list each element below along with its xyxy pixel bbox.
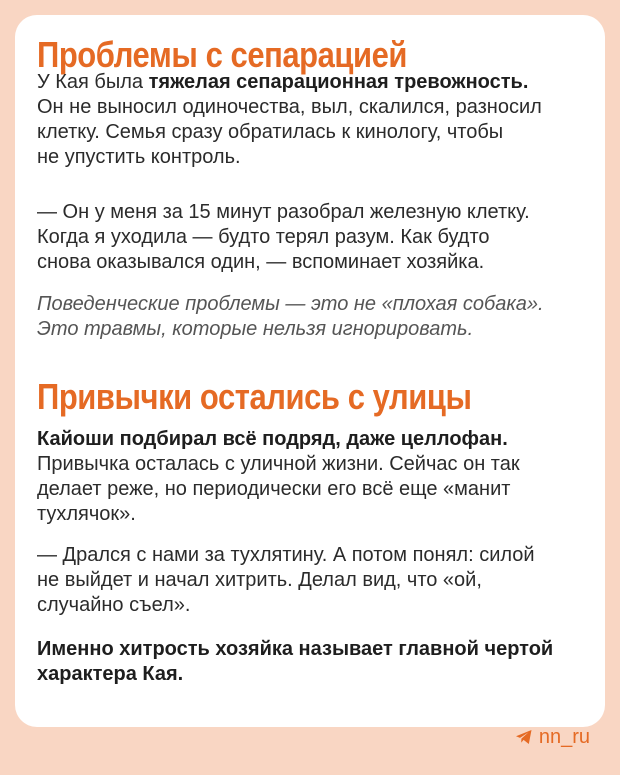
paragraph-line: случайно съел». <box>37 594 191 616</box>
paragraph-line: не упустить контроль. <box>37 146 241 168</box>
brand-handle: nn_ru <box>538 726 590 748</box>
text-bold: Кайоши подбирал всё подряд, даже целлофан. <box>37 428 508 450</box>
telegram-icon <box>515 729 533 745</box>
paragraph-line <box>37 427 597 452</box>
paragraph-line: Привычка осталась с уличной жизни. Сейчас он так <box>37 453 520 475</box>
text-normal: У Кая была <box>37 71 149 93</box>
paragraph-line: снова оказывался один, — вспоминает хозяйка. <box>37 251 485 273</box>
paragraph-line: Он не выносил одиночества, выл, скалился, разносил <box>37 96 542 118</box>
paragraph-line: клетку. Семья сразу обратилась к кинологу, чтобы <box>37 121 504 143</box>
paragraph-line: делает реже, но периодически его всё еще «манит <box>37 478 511 500</box>
paragraph-owner-quote-2 <box>37 543 597 618</box>
brand-telegram-link[interactable] <box>515 725 590 749</box>
paragraph-italic-note <box>37 292 597 342</box>
section-heading-street-habits: Привычки остались с улицы <box>37 376 472 417</box>
paragraph-line: Поведенческие проблемы — это не «плохая собака». <box>37 293 544 315</box>
paragraph-habits-intro <box>37 427 597 527</box>
paragraph-line: — Дрался с нами за тухлятину. А потом понял: силой <box>37 544 535 566</box>
paragraph-line: характера Кая. <box>37 663 184 685</box>
paragraph-line: тухлячок». <box>37 503 136 525</box>
paragraph-line: не выйдет и начал хитрить. Делал вид, что «ой, <box>37 569 482 591</box>
paragraph-line <box>37 70 597 95</box>
paragraph-line: Именно хитрость хозяйка называет главной чертой <box>37 638 554 660</box>
paragraph-separation-intro <box>37 70 597 170</box>
paragraph-line: — Он у меня за 15 минут разобрал железную клетку. <box>37 201 530 223</box>
paragraph-line: Когда я уходила — будто терял разум. Как будто <box>37 226 490 248</box>
text-bold: тяжелая сепарационная тревожность. <box>148 71 529 93</box>
paragraph-line: Это травмы, которые нельзя игнорировать. <box>37 318 474 340</box>
paragraph-conclusion <box>37 637 597 687</box>
section-heading-separation: Проблемы с сепарацией <box>37 34 408 75</box>
paragraph-owner-quote-1 <box>37 200 597 275</box>
content-card <box>15 15 605 727</box>
